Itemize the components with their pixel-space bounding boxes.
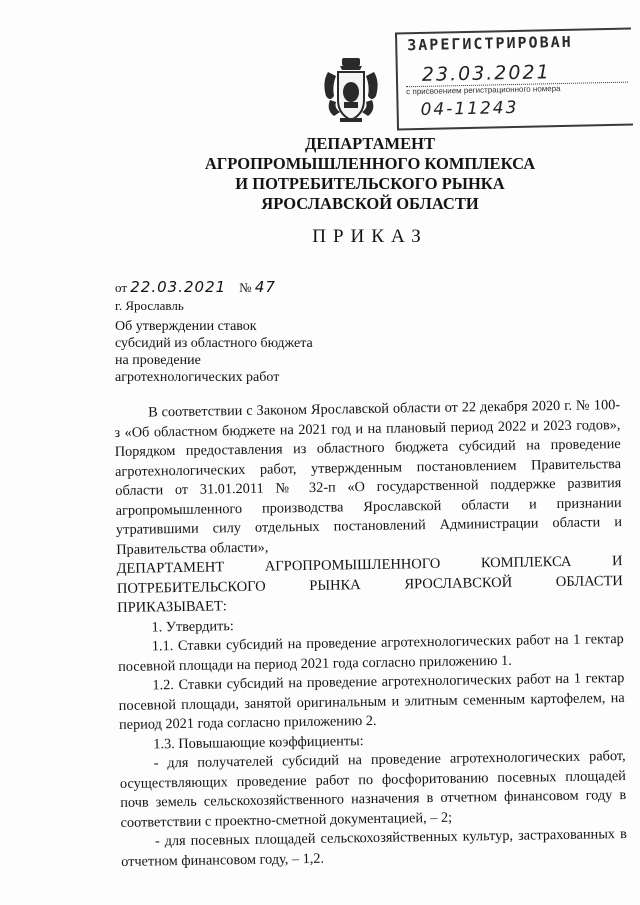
stamp-registration-number: 04-11243	[420, 97, 519, 120]
registration-stamp	[395, 28, 633, 131]
item-1-1: 1.1. Ставки субсидий на проведение агротехнологических работ на 1 гектар посевной площади на период 2021 года согласно приложению 1.	[117, 631, 624, 675]
stamp-note: с присвоением регистрационного номера	[406, 84, 561, 97]
stamp-date: 23.03.2021	[421, 61, 551, 86]
order-subject: Об утверждении ставок субсидий из областного бюджета на проведение агротехнологических работ	[115, 319, 313, 385]
number-label: №	[239, 280, 252, 295]
from-label: от	[115, 280, 128, 295]
order-number: 47	[254, 278, 276, 296]
caps-line-1: ДЕПАРТАМЕНТ АГРОПРОМЫШЛЕННОГО КОМПЛЕКСА И	[116, 553, 623, 577]
item-1-3: 1.3. Повышающие коэффициенты:	[153, 732, 364, 752]
city: г. Ярославль	[115, 298, 184, 313]
department-title-line3: И ПОТРЕБИТЕЛЬСКОГО РЫНКА	[235, 174, 505, 193]
item-1-3-b: - для посевных площадей сельскохозяйственных культур, застрахованных в отчетном финансовом году, – 1,2.	[121, 825, 627, 870]
caps-line-2: ПОТРЕБИТЕЛЬСКОГО РЫНКА ЯРОСЛАВСКОЙ ОБЛАСТИ	[116, 572, 623, 597]
department-title-line1: ДЕПАРТАМЕНТ	[305, 134, 435, 153]
item-1-3-a: - для получателей субсидий на проведение агротехнологических работ, осуществляющих проведение работ по фосфоритованию посевных площадей почв земель сельскохозяйственного назначения в отчетном финансовом году в соответствии с проектно-сметной документацией, – 2;	[119, 748, 627, 831]
item-1: 1. Утвердить:	[151, 617, 234, 635]
department-title-line4: ЯРОСЛАВСКОЙ ОБЛАСТИ	[261, 194, 479, 213]
coat-of-arms-icon	[320, 56, 382, 124]
order-date-line	[115, 278, 276, 296]
department-title-line2: АГРОПРОМЫШЛЕННОГО КОМПЛЕКСА	[204, 154, 536, 173]
stamp-title: ЗАРЕГИСТРИРОВАН	[407, 32, 573, 55]
order-body	[114, 396, 627, 872]
document-type: ПРИКАЗ	[312, 226, 428, 247]
caps-line-3: ПРИКАЗЫВАЕТ:	[117, 598, 227, 616]
order-date: 22.03.2021	[130, 278, 227, 296]
item-1-2: 1.2. Ставки субсидий на проведение агротехнологических работ на 1 гектар посевной площади, занятой оригинальным и элитным семенным картофелем, на период 2021 года согласно приложению 2.	[118, 670, 625, 733]
preamble-paragraph: В соответствии с Законом Ярославской области от 22 декабря 2020 г. № 100-з «Об областном бюджете на 2021 год и на плановый период 2022 и 2023 годов», Порядком предоставления из областного бюджета субсидий на проведение агротехнологических работ, утвержденным постановлением Правительства области от 31.01.2011 № 32-п «О государственной поддержке развития агропромышленного производства Ярославской области и признании утратившими силу отдельных постановлений Администрации области и Правительства области»,	[114, 397, 623, 558]
